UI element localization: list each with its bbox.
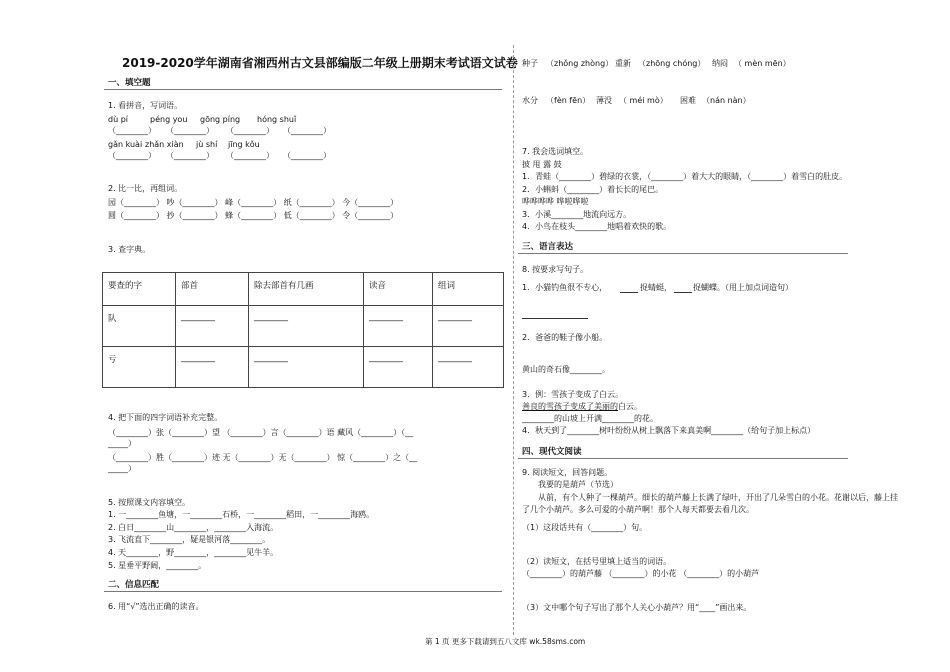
table-cell-blank[interactable]: ________: [249, 347, 364, 388]
q6-char: 纳闷: [712, 59, 728, 68]
q8-prompt: 8. 按要求写句子。: [522, 265, 589, 274]
table-cell-blank[interactable]: ________: [364, 347, 433, 388]
q6-char: 水分: [522, 96, 538, 105]
q6-char: 种子: [522, 59, 538, 68]
q4-prompt: 4. 把下面的四字词语补充完整。: [108, 413, 223, 422]
q6-pinyin-option[interactable]: （zhǒng zhòng）: [546, 59, 614, 68]
q8-line-6[interactable]: ________的山坡上开满________的花。: [522, 414, 658, 423]
q8-line-5b: 美丽的: [594, 402, 618, 411]
q4-line-2[interactable]: （________）胜（________）迹 无（________）无（________） 惊（________）之（__: [108, 453, 418, 462]
q1-pinyin-7: jù shí: [196, 140, 218, 149]
q5-line-3[interactable]: 3. 飞流直下________，疑是银河落________。: [108, 535, 271, 544]
table-header-row: [103, 273, 504, 306]
table-header: 读音: [364, 273, 433, 306]
q5-line-1[interactable]: 1. 一________鱼塘，一________石桥，一________稻田，一________海鸥。: [108, 510, 375, 519]
table-header: 要查的字: [103, 273, 176, 306]
table-cell-blank[interactable]: ________: [433, 347, 504, 388]
q9-passage-line-1: 从前，有个人种了一棵葫芦。细长的葫芦藤上长满了绿叶，开出了几朵雪白的小花。花谢以后，藤上挂: [538, 493, 898, 502]
table-cell-char: 队: [103, 306, 176, 347]
section-rule: [518, 253, 848, 254]
q9-prompt: 9. 阅读短文，回答问题。: [522, 468, 613, 477]
q7-word-bank-2: 哗哗哗哗 哗啦哗啦: [522, 197, 589, 206]
q1-prompt: 1. 看拼音，写词语。: [108, 101, 183, 110]
q9-subquestion-2: （2）读短文，在括号里填上适当的词语。: [522, 557, 672, 566]
q8-line-7[interactable]: 4．秋天到了________树叶纷纷从树上飘落下来真美啊________（给句子加上标点）: [522, 426, 816, 435]
q1-blank[interactable]: （________）: [226, 151, 274, 160]
q2-row-2[interactable]: 圆（________） 抄（________） 蜂（________） 低（________） 令（________）: [108, 211, 399, 220]
q2-row-1[interactable]: 园（________） 吵（________） 峰（________） 纸（________） 今（________）: [108, 198, 399, 207]
section-heading-match: 二、信息匹配: [108, 580, 160, 590]
column-divider: [513, 45, 514, 635]
q8-line-4: 3．例：雪孩子变成了白云。: [522, 390, 624, 399]
q6-pinyin-option[interactable]: （fèn fēn）: [546, 96, 591, 105]
table-cell-blank[interactable]: ________: [249, 306, 364, 347]
table-row: [103, 347, 504, 388]
q5-line-2[interactable]: 2. 白日________山________，________入海流。: [108, 523, 279, 532]
q7-line-2[interactable]: 2．小蝌蚪（________）着长长的尾巴。: [522, 185, 664, 194]
page-footer: 第 1 页 更多下载请到五八文库 wk.58sms.com: [425, 637, 586, 646]
q9-subquestion-3[interactable]: （3）文中哪个句子写出了那个人关心小葫芦？用“____”画出来。: [522, 603, 752, 612]
q6-pinyin-option[interactable]: （ mèn mēn）: [734, 59, 791, 68]
q9-passage-title: 我要的是葫芦（节选）: [538, 480, 618, 489]
q1-pinyin-4: hóng shuǐ: [257, 115, 297, 124]
q4-line-1-cont[interactable]: _____）: [108, 439, 136, 448]
q9-subquestion-2-blanks[interactable]: （________）的葫芦藤 （________）的小花 （________）的小葫芦: [522, 569, 760, 578]
q6-char: 薄没: [596, 96, 612, 105]
q1-blank[interactable]: （________）: [166, 151, 214, 160]
section-rule: [104, 89, 502, 90]
q8-line-5a: 善良的雪孩子变成了: [522, 402, 594, 411]
q8-line-5c: 白云。: [618, 402, 642, 411]
q6-prompt: 6. 用“√”选出正确的读音。: [108, 602, 204, 611]
q9-passage-line-2: 了几个小葫芦。多么可爱的小葫芦啊！那个人每天都要去看几次。: [522, 505, 754, 514]
q1-blank[interactable]: （________）: [108, 151, 156, 160]
q1-blank[interactable]: （________）: [283, 151, 331, 160]
q9-subquestion-1[interactable]: （1）这段话共有（________）句。: [522, 523, 648, 532]
q7-word-bank: 披 甩 露 鼓: [522, 160, 562, 169]
section-heading-reading: 四、现代文阅读: [522, 447, 582, 457]
q1-blank[interactable]: （________）: [283, 126, 331, 135]
table-cell-blank[interactable]: ________: [176, 306, 249, 347]
q7-line-3[interactable]: 3．小溪________地流向远方。: [522, 210, 632, 219]
q8-line-1b: 捉蜻蜓，: [640, 283, 672, 292]
q1-blank[interactable]: （________）: [166, 126, 214, 135]
q4-line-1[interactable]: （________）张（________）望 （________）言（________）语 藏风（________）（__: [108, 428, 414, 437]
section-rule: [518, 458, 848, 459]
q1-pinyin-2: péng you: [150, 115, 188, 124]
q6-char: 重新: [615, 59, 631, 68]
q8-line-1a: 1．小猫钓鱼很不专心，: [522, 283, 608, 292]
q3-prompt: 3. 查字典。: [108, 245, 151, 254]
answer-blank[interactable]: [620, 292, 638, 293]
q1-pinyin-3: gōng píng: [200, 115, 241, 124]
q5-line-4[interactable]: 4. 天________，野________，________见牛羊。: [108, 548, 279, 557]
q6-pinyin-option[interactable]: （nán nàn）: [702, 96, 751, 105]
q8-line-2: 2．爸爸的鞋子像小船。: [522, 333, 608, 342]
q1-blank[interactable]: （________）: [108, 126, 156, 135]
table-cell-blank[interactable]: ________: [433, 306, 504, 347]
q5-line-5[interactable]: 5. 星垂平野阔，________。: [108, 561, 207, 570]
answer-line[interactable]: [522, 318, 588, 319]
q1-pinyin-5: gǎn kuài: [108, 140, 143, 149]
q7-line-4[interactable]: 4．小鸟在枝头________地唱着欢快的歌。: [522, 222, 672, 231]
q6-char: 困难: [680, 96, 696, 105]
table-header: 组词: [433, 273, 504, 306]
table-cell-blank[interactable]: ________: [176, 347, 249, 388]
q8-line-1c: 捉蝴蝶。（用上加点词造句）: [693, 283, 793, 292]
q7-line-1[interactable]: 1．青蛙（________）碧绿的衣裳，（________）着大大的眼睛，（________）着雪白的肚皮。: [522, 172, 848, 181]
dictionary-table: [102, 272, 504, 388]
q6-pinyin-option[interactable]: （ méi mò）: [619, 96, 668, 105]
table-header: 部首: [176, 273, 249, 306]
q1-pinyin-6: zhǎn xiàn: [145, 140, 184, 149]
q5-prompt: 5. 按照课文内容填空。: [108, 498, 191, 507]
table-row: [103, 306, 504, 347]
page-title: 2019-2020学年湖南省湘西州古文县部编版二年级上册期末考试语文试卷: [122, 56, 518, 70]
q1-pinyin-1: dù pí: [108, 115, 128, 124]
q8-line-3[interactable]: 黄山的奇石像________。: [522, 365, 610, 374]
table-header: 除去部首有几画: [249, 273, 364, 306]
section-rule: [104, 591, 502, 592]
q1-blank[interactable]: （________）: [226, 126, 274, 135]
q2-prompt: 2. 比一比，再组词。: [108, 184, 183, 193]
q8-line-5: [522, 402, 642, 412]
table-cell-blank[interactable]: ________: [364, 306, 433, 347]
q4-line-2-cont[interactable]: _____）: [108, 464, 136, 473]
answer-blank[interactable]: [674, 292, 692, 293]
table-cell-char: 亏: [103, 347, 176, 388]
section-heading-expression: 三、语言表达: [522, 242, 574, 252]
q1-pinyin-8: jīng kǒu: [228, 140, 260, 149]
q6-pinyin-option[interactable]: （zhōng chóng）: [638, 59, 706, 68]
section-heading-fill: 一、填空题: [108, 78, 151, 88]
q7-prompt: 7. 我会选词填空。: [522, 147, 589, 156]
